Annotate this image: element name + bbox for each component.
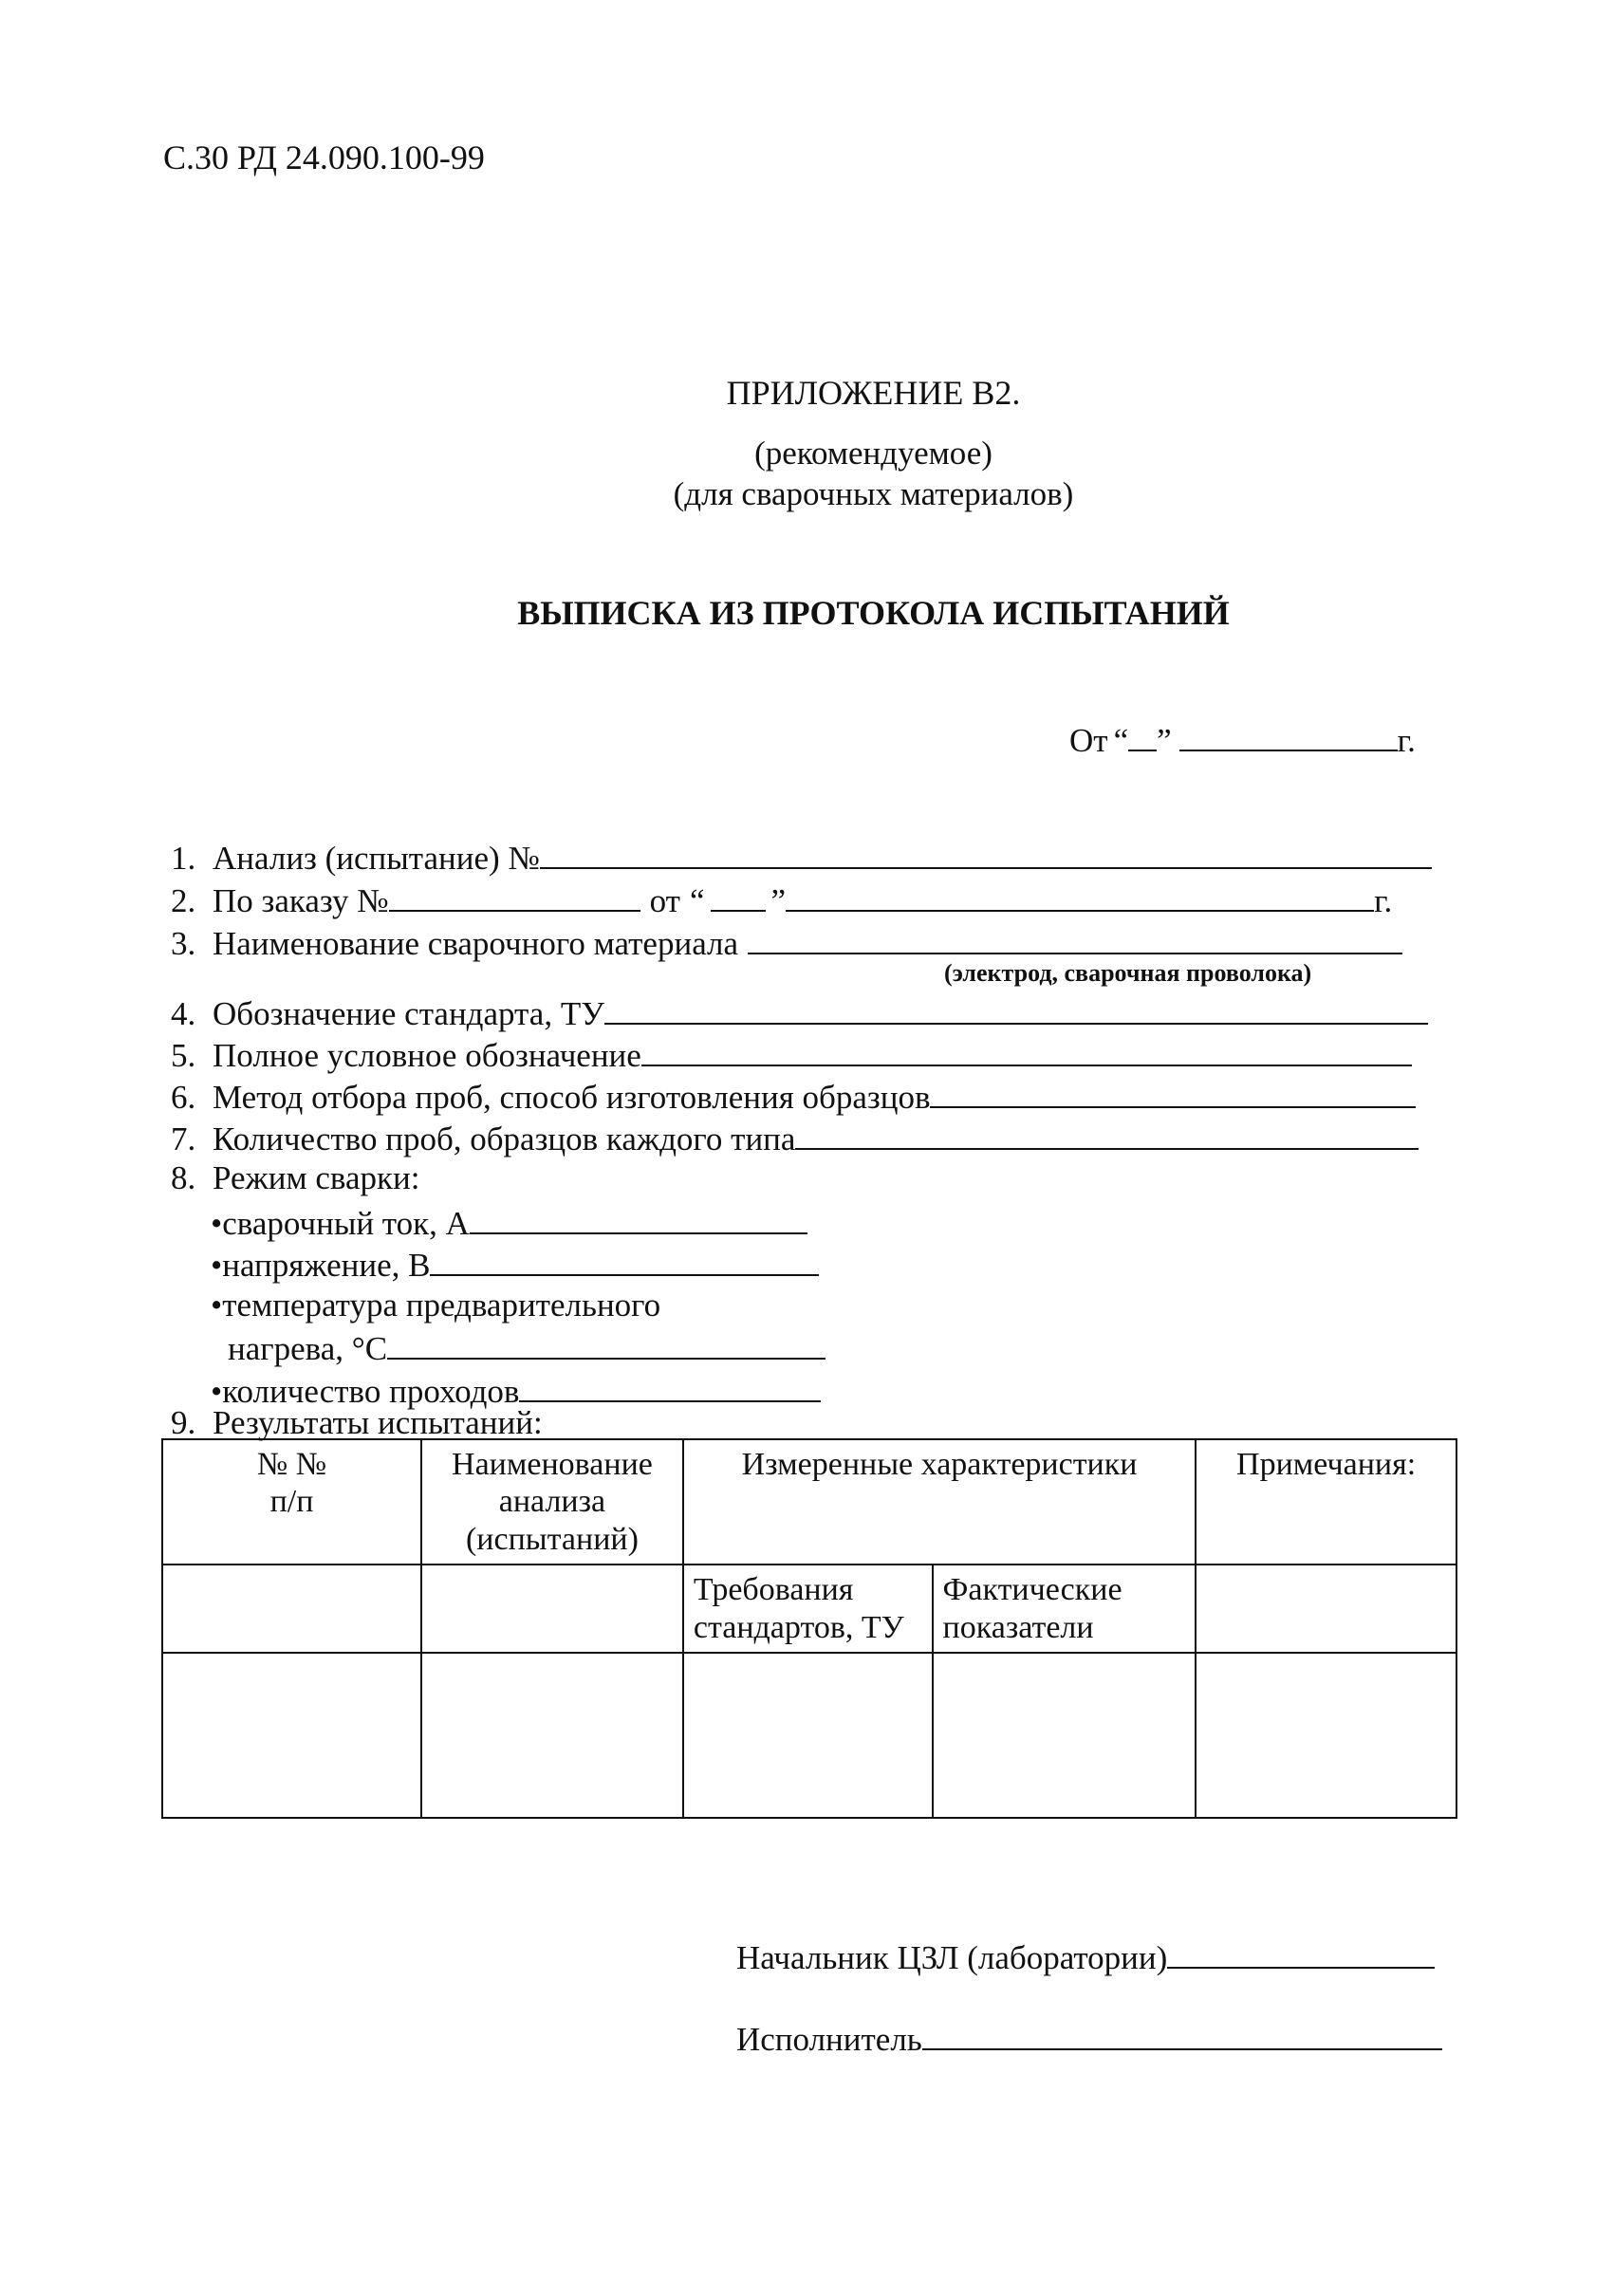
result-number-cell[interactable] <box>162 1653 421 1818</box>
table-row <box>162 1653 1456 1818</box>
table-header-row <box>162 1439 1456 1565</box>
header-analysis-line3: (испытаний) <box>465 1521 639 1557</box>
item-label: Обозначение стандарта, ТУ <box>213 995 604 1032</box>
signature-head-row <box>736 1938 1435 1974</box>
item-label: По заказу № <box>213 882 389 919</box>
item-material-name <box>171 924 1402 960</box>
signature-executor-label: Исполнитель <box>736 2021 922 2058</box>
item-full-designation <box>171 1036 1412 1072</box>
date-month-year-field[interactable] <box>1179 721 1398 751</box>
voltage-row <box>211 1246 819 1282</box>
header-analysis-line1: Наименование <box>452 1447 653 1482</box>
standard-field[interactable] <box>604 994 1428 1025</box>
subheader-empty-cell <box>1196 1565 1456 1653</box>
passes-row <box>211 1372 821 1408</box>
material-name-hint: (электрод, сварочная проволока) <box>944 959 1312 987</box>
sampling-method-field[interactable] <box>930 1078 1416 1108</box>
date-close-quote: ” <box>1157 722 1172 759</box>
welding-current-label: •сварочный ток, А <box>211 1205 470 1242</box>
date-suffix: г. <box>1397 722 1416 759</box>
subheader-actual-line2: показатели <box>942 1609 1094 1645</box>
subheader-required-cell <box>683 1565 933 1653</box>
sample-count-field[interactable] <box>795 1120 1419 1150</box>
header-number-line2: п/п <box>269 1484 314 1520</box>
full-designation-field[interactable] <box>641 1036 1412 1066</box>
header-number-cell <box>162 1439 421 1565</box>
appendix-subtitle-recommended: (рекомендуемое) <box>754 435 993 472</box>
item-label: Анализ (испытание) № <box>213 840 540 877</box>
document-title: ВЫПИСКА ИЗ ПРОТОКОЛА ИСПЫТАНИЙ <box>517 594 1230 632</box>
date-day-field[interactable] <box>1128 721 1157 751</box>
item-number: 7. <box>171 1120 196 1157</box>
item-test-results <box>171 1406 543 1439</box>
item-number: 6. <box>171 1079 196 1116</box>
item-number: 1. <box>171 840 196 877</box>
header-analysis-cell <box>421 1439 683 1565</box>
order-close-quote: ” <box>770 882 787 919</box>
subheader-empty-cell <box>162 1565 421 1653</box>
item-standard <box>171 994 1428 1030</box>
header-notes-cell: Примечания: <box>1196 1439 1456 1565</box>
preheat-temperature-field[interactable] <box>387 1329 826 1360</box>
order-open-quote: “ <box>689 882 705 919</box>
preheat-row-2 <box>228 1329 826 1365</box>
signature-head-field[interactable] <box>1167 1938 1435 1969</box>
item-welding-mode <box>171 1161 419 1194</box>
item-number: 8. <box>171 1159 196 1196</box>
order-day-field[interactable] <box>711 881 766 912</box>
voltage-field[interactable] <box>430 1246 819 1276</box>
material-name-field[interactable] <box>748 924 1402 954</box>
item-number: 4. <box>171 995 196 1032</box>
subheader-empty-cell <box>421 1565 683 1653</box>
item-sample-count <box>171 1120 1419 1156</box>
subheader-actual-line1: Фактические <box>942 1572 1122 1608</box>
item-order-number <box>171 881 1392 917</box>
subheader-required-line1: Требования <box>693 1572 854 1608</box>
date-prefix: От <box>1069 722 1108 759</box>
item-label: Количество проб, образцов каждого типа <box>213 1120 796 1157</box>
appendix-title: ПРИЛОЖЕНИЕ В2. <box>726 374 1021 412</box>
header-number-line1: № № <box>256 1447 327 1482</box>
header-measured-cell: Измеренные характеристики <box>683 1439 1196 1565</box>
table-subheader-row <box>162 1565 1456 1653</box>
result-actual-cell[interactable] <box>933 1653 1197 1818</box>
order-date-suffix: г. <box>1374 882 1393 919</box>
item-analysis-number <box>171 839 1432 875</box>
subheader-required-line2: стандартов, ТУ <box>693 1609 904 1645</box>
item-number: 3. <box>171 925 196 962</box>
item-number: 2. <box>171 882 196 919</box>
results-table <box>161 1438 1457 1819</box>
header-analysis-line2: анализа <box>498 1484 606 1520</box>
voltage-label: •напряжение, В <box>211 1247 431 1284</box>
signature-executor-row <box>736 2020 1442 2056</box>
page-header: С.30 РД 24.090.100-99 <box>163 139 485 176</box>
welding-current-field[interactable] <box>470 1204 807 1234</box>
order-from-label: от <box>649 882 680 919</box>
date-line <box>1069 721 1416 757</box>
date-open-quote: “ <box>1113 722 1129 759</box>
item-label: Метод отбора проб, способ изготовления образцов <box>213 1079 931 1116</box>
signature-executor-field[interactable] <box>922 2020 1442 2050</box>
preheat-label-line1: •температура предварительного <box>211 1287 661 1324</box>
item-sampling-method <box>171 1078 1416 1114</box>
result-analysis-cell[interactable] <box>421 1653 683 1818</box>
result-notes-cell[interactable] <box>1196 1653 1456 1818</box>
item-label: Режим сварки: <box>213 1159 420 1196</box>
item-label: Наименование сварочного материала <box>213 925 739 962</box>
analysis-number-field[interactable] <box>540 839 1432 869</box>
order-number-field[interactable] <box>389 881 640 912</box>
item-label: Результаты испытаний: <box>213 1404 543 1441</box>
order-month-year-field[interactable] <box>786 881 1374 912</box>
item-number: 5. <box>171 1037 196 1074</box>
signature-head-label: Начальник ЦЗЛ (лаборатории) <box>736 1939 1168 1976</box>
result-required-cell[interactable] <box>683 1653 933 1818</box>
item-label: Полное условное обозначение <box>213 1037 641 1074</box>
passes-label: •количество проходов <box>211 1373 520 1410</box>
item-number: 9. <box>171 1404 196 1441</box>
passes-field[interactable] <box>519 1372 821 1402</box>
welding-current-row <box>211 1204 807 1240</box>
preheat-row-1 <box>211 1288 660 1322</box>
subheader-actual-cell <box>933 1565 1197 1653</box>
preheat-label-line2: нагрева, °С <box>228 1330 388 1367</box>
appendix-subtitle-materials: (для сварочных материалов) <box>673 475 1074 512</box>
